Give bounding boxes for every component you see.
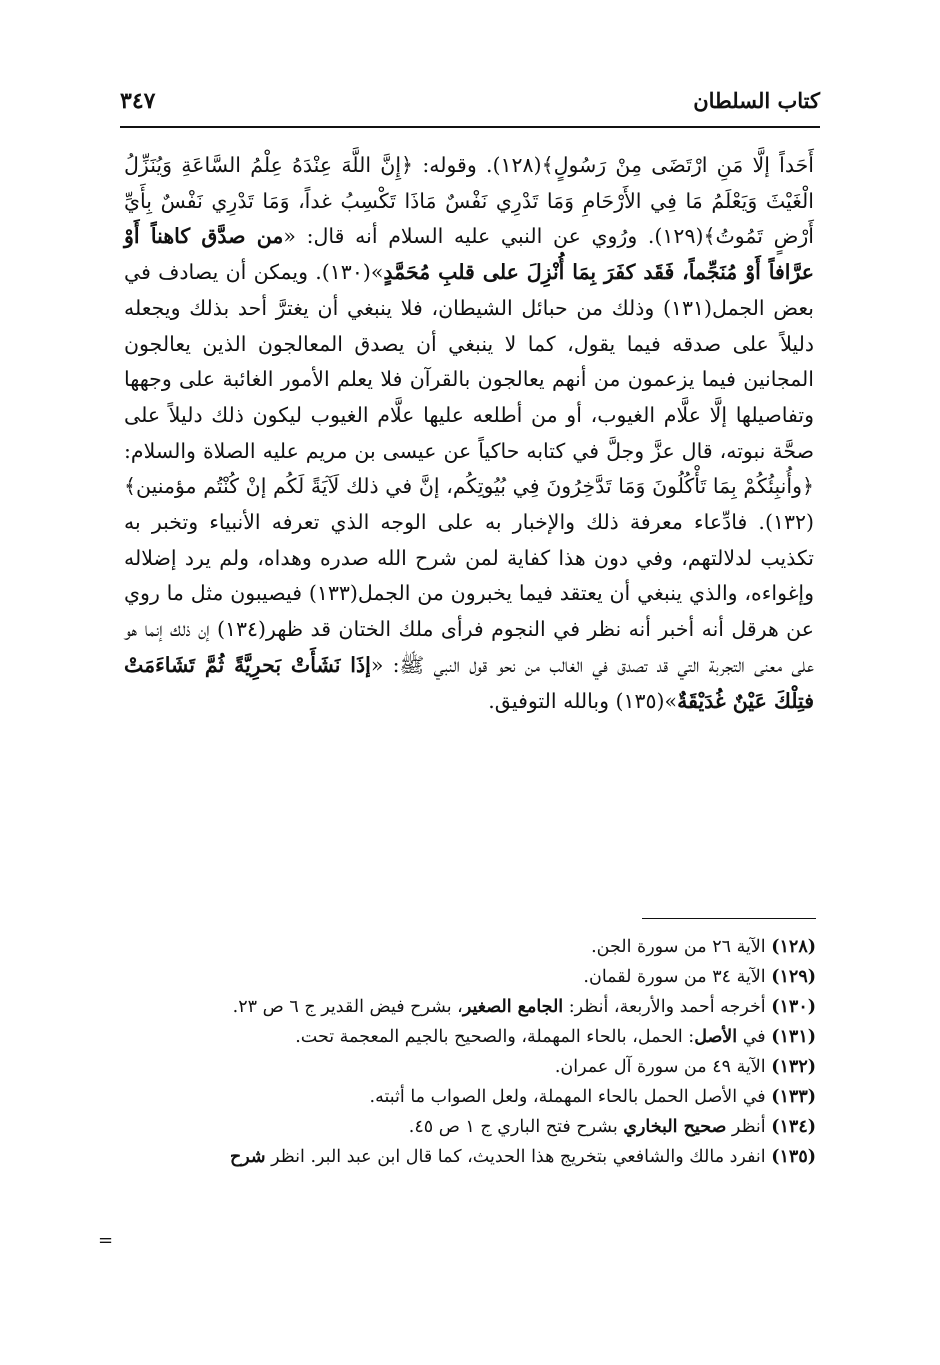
footnote-number: (١٣١) xyxy=(771,1027,816,1047)
body-segment: أَحَداً إلَّا مَنِ ارْتَضَى مِنْ رَسُولٍ﴾ xyxy=(541,153,814,177)
footnote-item xyxy=(120,1082,816,1112)
body-segment: » xyxy=(370,260,384,285)
footnote-text: الآية ٣٤ من سورة لقمان. xyxy=(583,967,772,987)
footnote-item xyxy=(120,962,816,992)
body-segment: . ورُوي عن النبي عليه السلام أنه قال: « xyxy=(283,224,655,249)
body-segment: فيصيبون مثل ما روي عن هرقل أنه أخبر أنه نظر في النجوم فرأى ملك الختان قد ظهر xyxy=(124,581,814,642)
footnote-text: أخرجه أحمد والأربعة، أنظر: xyxy=(563,997,772,1017)
book-title: صحيح البخاري xyxy=(623,1117,727,1137)
footnote-reference: (١٣٥) xyxy=(615,688,665,713)
footnote-item xyxy=(120,1022,816,1052)
page-header xyxy=(120,88,820,120)
footnote-item xyxy=(120,992,816,1022)
footnote-text: في xyxy=(737,1027,772,1047)
footnote-reference: (١٣٤) xyxy=(216,617,267,642)
footnote-text: في الأصل الحمل بالحاء المهملة، ولعل الصواب ما أثبته. xyxy=(369,1087,772,1107)
footnotes-list xyxy=(120,932,816,1172)
footnote-reference: (١٣٢) xyxy=(764,510,814,535)
body-segment: وذلك من حبائل الشيطان، فلا ينبغي أن يغترَّ أحد بذلك ويجعله دليلاً على صدقه فيما يقول، كما لا ينبغي أن يصدق المعالجون الذين يعالجون المجانين فيما يزعمون من أنهم يعالجون بالقرآن فلا يعلم الأمور الغائبة على وجهها وتفاصيلها إلَّا علَّام الغيوب، أو من أطلعه عليها علَّام الغيوب ليكون ذلك دليلاً على صحَّة نبوته، قال عزَّ وجلَّ في كتابه حاكياً عن عيسى بن مريم عليه الصلاة والسلام: ﴿وأُنبِئُكُمْ بِمَا تَأْكُلُونَ وَمَا تَدَّخِرُونَ فِي بُيُوتِكُم، إنَّ في ذلك لَآيَةً لَكُم إنْ كُنْتُم مؤمنين﴾ xyxy=(124,295,814,499)
footnote-number: (١٣٥) xyxy=(771,1147,816,1167)
hadith-quote: من صدَّق كاهناً أَوْ عرَّافاً أَوْ مُنَجِّماً، فَقَد كفَرَ بِمَا أُنْزِلَ على قلبِ مُحَمَّدٍ xyxy=(124,224,814,285)
footnote-item xyxy=(120,1052,816,1082)
header-rule xyxy=(120,126,820,128)
footnote-text: : الحمل، بالحاء المهملة، والصحيح بالجيم المعجمة تحت. xyxy=(295,1027,695,1047)
footnote-number: (١٣٢) xyxy=(771,1057,816,1077)
footnote-reference: (١٢٨) xyxy=(492,153,542,177)
page-number: ٣٤٧ xyxy=(120,88,156,114)
footnote-number: (١٣٤) xyxy=(771,1117,816,1137)
footnote-separator xyxy=(642,918,816,919)
footnote-reference: (١٣٣) xyxy=(308,581,358,606)
footnote-item xyxy=(120,932,816,962)
footnote-text: بشرح فتح الباري ج ١ ص ٤٥. xyxy=(408,1117,624,1137)
body-segment: . فادِّعاء معرفة ذلك والإخبار به على الوجه الذي تعرفه الأنبياء وتخبر به تكذيب لدلالتهم، وفي دون هذا كفاية لمن شرح الله صدره وهداه، ولم يرد إضلاله وإغواءه، والذي ينبغي أن يعتقد فيما يخبرون من الجمل xyxy=(124,510,815,606)
footnote-item xyxy=(120,1142,816,1172)
footnote-text: ، بشرح فيض القدير ج ٦ ص ٢٣. xyxy=(232,997,463,1017)
body-segment: إن ذلك إنما هو على معنى التجربة التي قد تصدق في الغالب من نحو قول النبي ﷺ: « xyxy=(124,617,814,677)
footnote-reference: (١٢٩) xyxy=(654,224,704,249)
body-segment: وبالله التوفيق. xyxy=(488,688,616,713)
body-segment: . ويمكن أن يصادف في بعض الجمل xyxy=(124,260,815,320)
source-term: الأصل xyxy=(694,1027,738,1047)
continuation-mark: = xyxy=(98,1230,114,1251)
footnote-number: (١٣٠) xyxy=(771,997,816,1017)
footnote-number: (١٢٩) xyxy=(771,967,816,987)
book-title: شرح xyxy=(229,1147,266,1167)
footnote-text: انفرد مالك والشافعي بتخريج هذا الحديث، كما قال ابن عبد البر. انظر xyxy=(265,1147,772,1167)
running-title: كتاب السلطان xyxy=(693,88,820,113)
footnote-item xyxy=(120,1112,816,1142)
book-title: الجامع الصغير xyxy=(462,997,564,1017)
footnote-text: الآية ٤٩ من سورة آل عمران. xyxy=(554,1057,772,1077)
hadith-quote: إذَا نَشَأَتْ بَحرِيَّةً ثُمَّ تَشَاءَمَتْ فتِلْكَ عَيْنٌ غُدَيْقَةٌ xyxy=(124,652,814,713)
body-segment: . وقوله: ﴿إِنَّ اللَّهَ عِنْدَهُ عِلْمُ السَّاعَةِ وَيُنَزِّلُ الْغَيْثَ وَيَعْلَمُ مَا فِي الأَرْحَامِ وَمَا تَدْرِي نَفْسٌ مَاذَا تَكْسِبُ غداً، وَمَا تَدْرِي نَفْسٌ بِأَيِّ أَرْضٍ تَمُوتُ﴾ xyxy=(124,153,814,249)
body-segment: » xyxy=(664,688,678,713)
main-paragraph xyxy=(124,148,814,719)
footnote-reference: (١٣٠) xyxy=(321,260,371,285)
footnote-number: (١٣٣) xyxy=(771,1087,816,1107)
footnote-number: (١٢٨) xyxy=(771,937,816,957)
footnote-reference: (١٣١) xyxy=(662,295,713,320)
footnote-text: الآية ٢٦ من سورة الجن. xyxy=(591,937,772,957)
footnote-text: أنظر xyxy=(726,1117,772,1137)
